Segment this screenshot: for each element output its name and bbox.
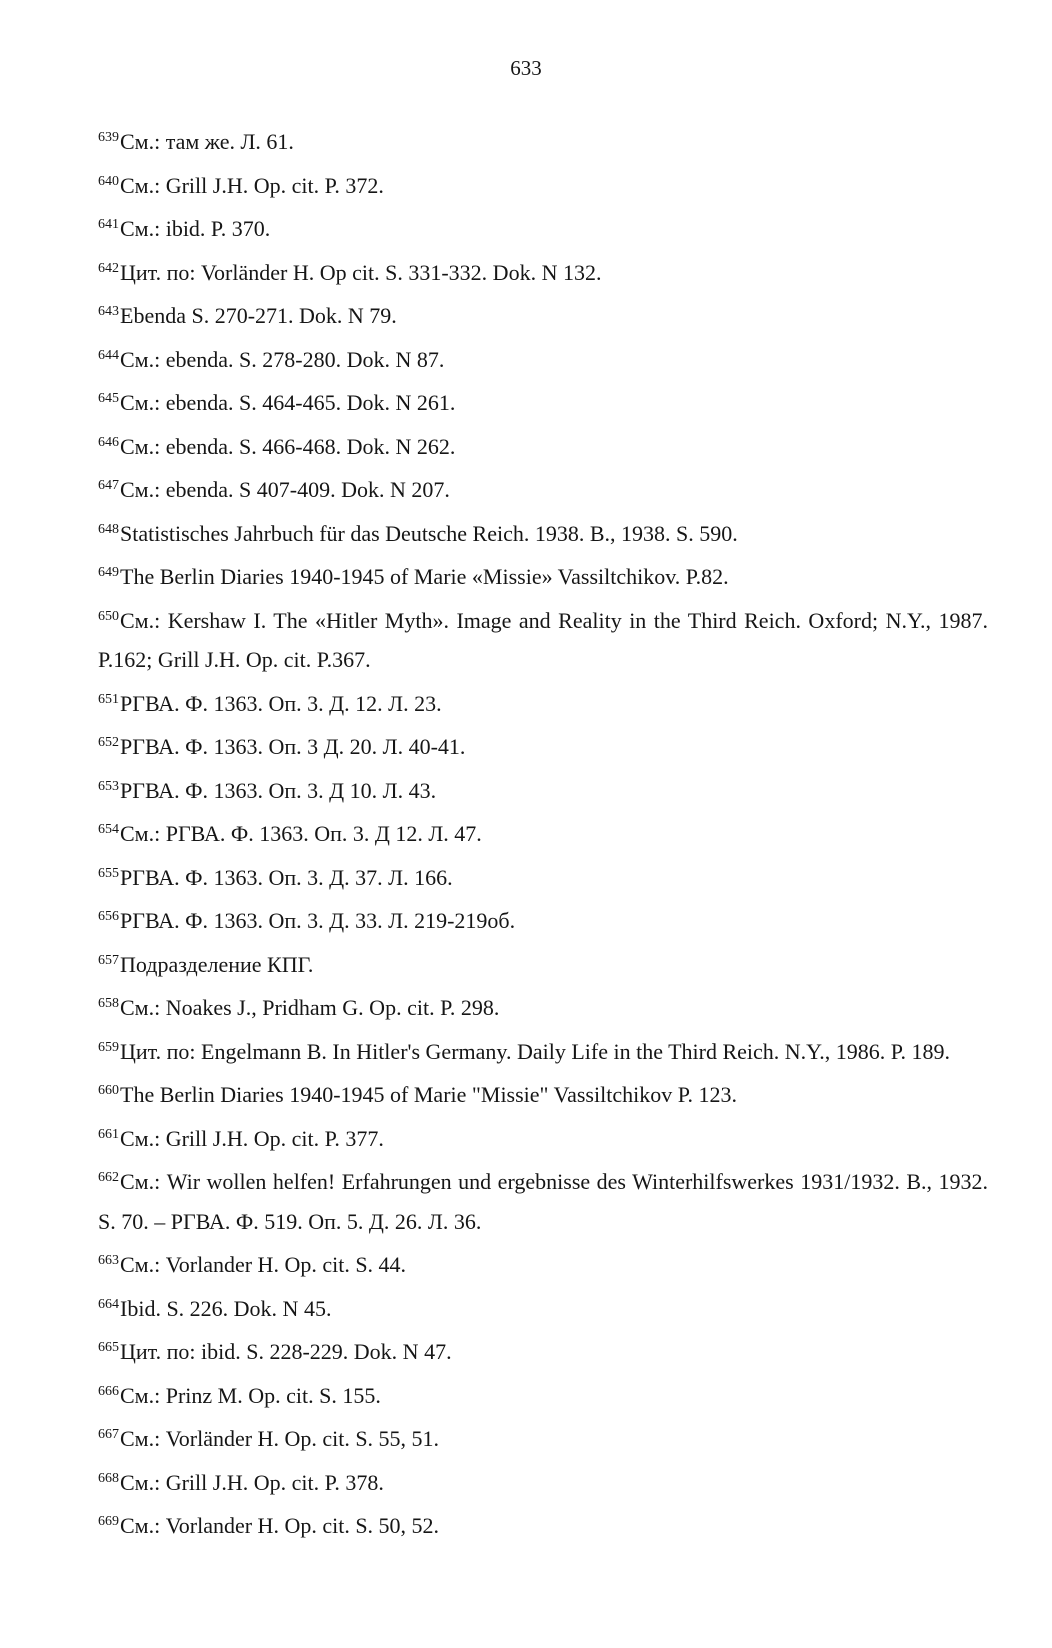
footnote bbox=[98, 510, 988, 554]
footnote-text: РГВА. Ф. 1363. Оп. 3. Д 10. Л. 43. bbox=[120, 777, 437, 803]
footnote bbox=[98, 118, 988, 162]
footnote-number: 641 bbox=[98, 217, 119, 232]
footnote-number: 664 bbox=[98, 1296, 119, 1312]
footnote-number: 651 bbox=[98, 691, 119, 707]
footnote-number: 667 bbox=[98, 1427, 119, 1442]
footnote-number: 652 bbox=[98, 735, 119, 750]
footnote bbox=[98, 1415, 988, 1459]
footnote bbox=[98, 723, 988, 767]
footnote-text: РГВА. Ф. 1363. Оп. 3. Д. 37. Л. 166. bbox=[120, 864, 453, 890]
footnote bbox=[98, 553, 988, 597]
footnote bbox=[98, 336, 988, 380]
footnote-number: 669 bbox=[98, 1514, 119, 1529]
footnote-text: См.: там же. Л. 61. bbox=[120, 129, 294, 154]
footnote-text: См.: ebenda. S. 464-465. Dok. N 261. bbox=[120, 390, 456, 415]
footnote bbox=[98, 984, 988, 1028]
footnote-text: Statistisches Jahrbuch für das Deutsche Reich. 1938. B., 1938. S. 590. bbox=[120, 520, 738, 546]
footnote-text: См.: Grill J.H. Op. cit. P. 377. bbox=[120, 1125, 384, 1151]
footnote bbox=[98, 1241, 988, 1285]
footnote-number: 662 bbox=[98, 1170, 119, 1185]
footnote-number: 668 bbox=[98, 1470, 119, 1486]
footnote-number: 644 bbox=[98, 347, 119, 363]
footnote-number: 643 bbox=[98, 304, 119, 319]
footnote-text: См.: РГВА. Ф. 1363. Оп. 3. Д 12. Л. 47. bbox=[120, 821, 482, 846]
footnote bbox=[98, 1372, 988, 1416]
footnote-number: 654 bbox=[98, 822, 119, 837]
footnote-text: См.: ebenda. S 407-409. Dok. N 207. bbox=[120, 477, 450, 502]
footnote-text: См.: Grill J.H. Op. cit. P. 378. bbox=[120, 1469, 384, 1495]
footnote-list bbox=[98, 118, 988, 1546]
footnote-number: 639 bbox=[98, 130, 119, 145]
footnote bbox=[98, 1115, 988, 1159]
footnote bbox=[98, 162, 988, 206]
footnote-number: 656 bbox=[98, 909, 119, 924]
footnote-number: 642 bbox=[98, 260, 119, 276]
footnote-number: 646 bbox=[98, 434, 119, 450]
footnote-number: 663 bbox=[98, 1253, 119, 1268]
footnote-text: Подразделение КПГ. bbox=[120, 951, 314, 977]
footnote-text: См.: Wir wollen helfen! Erfahrungen und ergebnisse des Winterhilfswerkes 1931/1932. B., 1932. S. 70. – РГВА. Ф. 519. Оп. 5. Д. 26. Л. 36. bbox=[98, 1169, 988, 1234]
footnote-text: РГВА. Ф. 1363. Оп. 3. Д. 33. Л. 219-219об. bbox=[120, 908, 516, 933]
footnote bbox=[98, 1285, 988, 1329]
footnote bbox=[98, 897, 988, 941]
footnote bbox=[98, 854, 988, 898]
footnote-text: См.: Noakes J., Pridham G. Op. cit. P. 298. bbox=[120, 995, 500, 1020]
footnote bbox=[98, 1459, 988, 1503]
footnote-number: 655 bbox=[98, 865, 119, 881]
footnote-number: 666 bbox=[98, 1383, 119, 1399]
footnote bbox=[98, 941, 988, 985]
footnote bbox=[98, 292, 988, 336]
footnote-number: 650 bbox=[98, 608, 119, 624]
footnote bbox=[98, 1502, 988, 1546]
footnote-text: Цит. по: ibid. S. 228-229. Dok. N 47. bbox=[120, 1339, 452, 1364]
footnote-text: См.: Vorlander H. Op. cit. S. 50, 52. bbox=[120, 1513, 440, 1538]
footnote-text: См.: Kershaw I. The «Hitler Myth». Image and Reality in the Third Reich. Oxford; N.Y., 1987. P.162; Grill J.H. Op. cit. P.367. bbox=[98, 607, 988, 672]
footnote bbox=[98, 1328, 988, 1372]
footnote-number: 640 bbox=[98, 173, 119, 189]
footnote bbox=[98, 1028, 988, 1072]
footnote-text: Ibid. S. 226. Dok. N 45. bbox=[120, 1295, 332, 1321]
footnote-text: The Berlin Diaries 1940-1945 of Marie «Missie» Vassiltchikov. P.82. bbox=[120, 564, 729, 589]
footnote bbox=[98, 597, 988, 680]
footnote-number: 647 bbox=[98, 478, 119, 493]
footnote-text: См.: ebenda. S. 278-280. Dok. N 87. bbox=[120, 346, 445, 372]
footnote-number: 657 bbox=[98, 952, 119, 968]
footnote-number: 653 bbox=[98, 778, 119, 794]
footnote bbox=[98, 1071, 988, 1115]
footnote bbox=[98, 767, 988, 811]
footnote-number: 645 bbox=[98, 391, 119, 406]
footnote-text: Ebenda S. 270-271. Dok. N 79. bbox=[120, 303, 397, 328]
footnote-text: См.: Prinz M. Op. cit. S. 155. bbox=[120, 1382, 381, 1408]
footnote-number: 658 bbox=[98, 996, 119, 1011]
footnote-number: 659 bbox=[98, 1039, 119, 1055]
footnote bbox=[98, 466, 988, 510]
footnote-text: См.: ebenda. S. 466-468. Dok. N 262. bbox=[120, 433, 456, 459]
footnote-text: Цит. по: Engelmann B. In Hitler's Germany. Daily Life in the Third Reich. N.Y., 1986. P. 189. bbox=[120, 1038, 951, 1064]
footnote-text: РГВА. Ф. 1363. Оп. 3. Д. 12. Л. 23. bbox=[120, 690, 442, 716]
footnote bbox=[98, 680, 988, 724]
footnote-text: См.: Vorländer H. Op. cit. S. 55, 51. bbox=[120, 1426, 440, 1451]
footnote bbox=[98, 1158, 988, 1241]
footnote bbox=[98, 423, 988, 467]
footnote bbox=[98, 379, 988, 423]
footnote-text: См.: ibid. P. 370. bbox=[120, 216, 271, 241]
footnote-text: The Berlin Diaries 1940-1945 of Marie "Missie" Vassiltchikov P. 123. bbox=[120, 1082, 737, 1107]
footnote bbox=[98, 249, 988, 293]
footnote-number: 660 bbox=[98, 1083, 119, 1098]
footnote-number: 661 bbox=[98, 1126, 119, 1142]
footnote bbox=[98, 810, 988, 854]
footnote-number: 648 bbox=[98, 521, 119, 537]
footnote-number: 665 bbox=[98, 1340, 119, 1355]
footnote-text: См.: Grill J.H. Op. cit. P. 372. bbox=[120, 172, 384, 198]
footnote-number: 649 bbox=[98, 565, 119, 580]
footnote bbox=[98, 205, 988, 249]
footnote-text: См.: Vorlander H. Op. cit. S. 44. bbox=[120, 1252, 407, 1277]
footnote-text: РГВА. Ф. 1363. Оп. 3 Д. 20. Л. 40-41. bbox=[120, 734, 466, 759]
footnote-text: Цит. по: Vorländer H. Op cit. S. 331-332. Dok. N 132. bbox=[120, 259, 602, 285]
page-number: 633 bbox=[510, 56, 542, 80]
